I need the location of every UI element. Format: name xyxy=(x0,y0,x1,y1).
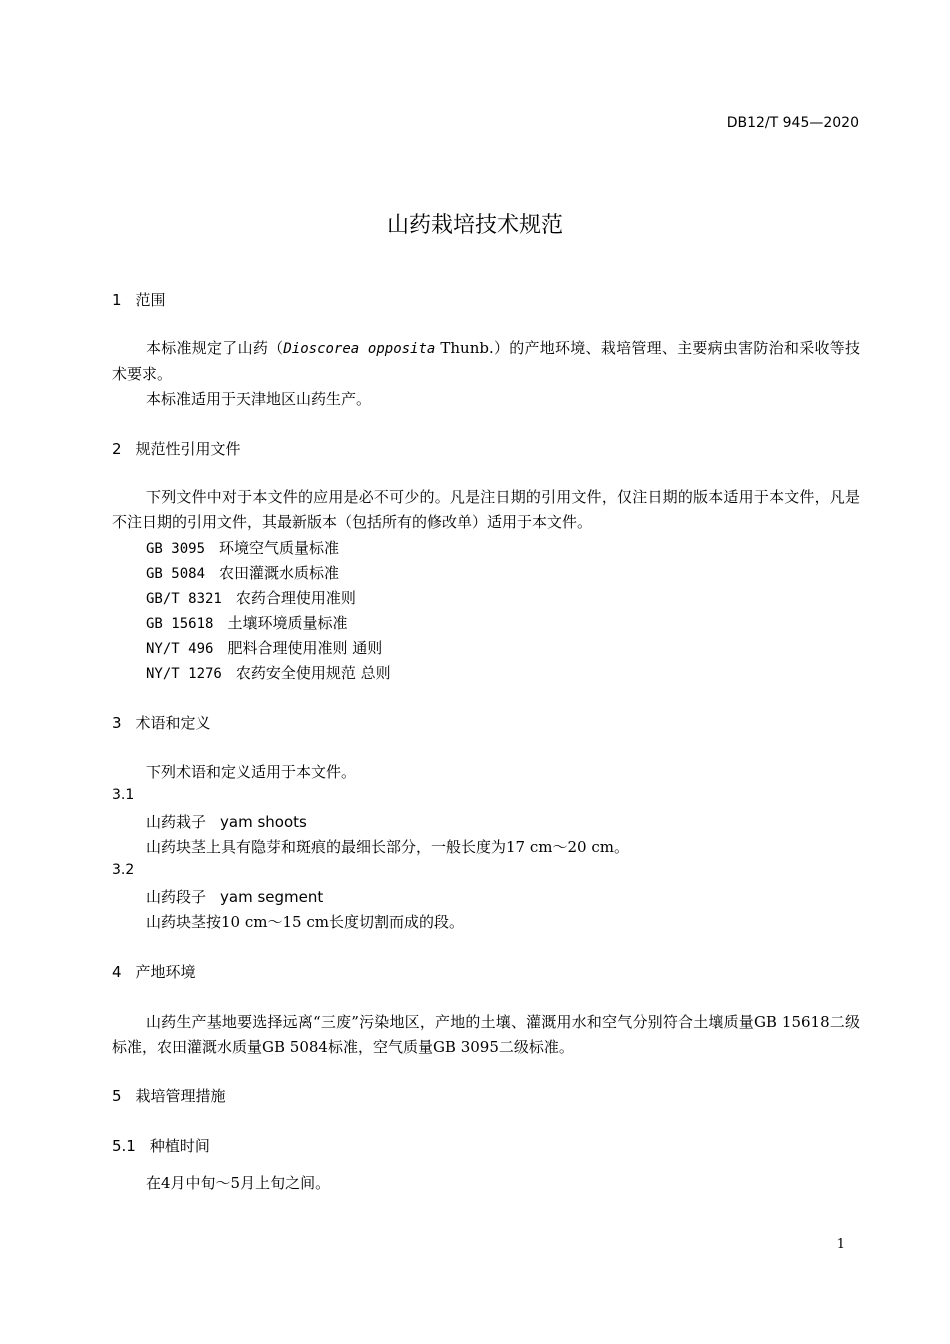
reference-code: GB 15618 xyxy=(146,616,214,632)
term-chinese: 山药段子 xyxy=(146,888,207,906)
reference-item xyxy=(146,587,356,608)
term-title xyxy=(146,811,307,832)
references-intro: 下列文件中对于本文件的应用是必不可少的。凡是注日期的引用文件，仅注日期的版本适用于本文件，凡是不注日期的引用文件，其最新版本（包括所有的修改单）适用于本文件。 xyxy=(112,488,860,531)
reference-item xyxy=(146,612,347,633)
section-number: 5 xyxy=(112,1087,122,1105)
scope-text-post: Thunb.）的产地环境、栽培管理、主要病虫害防治和采收等技术要求。 xyxy=(112,339,860,383)
term-english: yam shoots xyxy=(220,813,307,831)
section-number: 4 xyxy=(112,963,122,981)
subsection-title: 种植时间 xyxy=(149,1137,210,1155)
scope-text-pre: 本标准规定了山药（ xyxy=(146,339,284,357)
scope-applicability: 本标准适用于天津地区山药生产。 xyxy=(146,390,372,408)
section-2-heading xyxy=(112,438,241,459)
term-english: yam segment xyxy=(220,888,324,906)
section-title: 范围 xyxy=(135,291,166,309)
reference-name: 农药合理使用准则 xyxy=(235,589,356,607)
reference-name: 农药安全使用规范 总则 xyxy=(235,664,391,682)
section-number: 2 xyxy=(112,440,122,458)
reference-item xyxy=(146,562,339,583)
term-definition: 山药块茎上具有隐芽和斑痕的最细长部分，一般长度为17 cm～20 cm。 xyxy=(146,838,629,856)
reference-code: NY/T 1276 xyxy=(146,666,222,682)
latin-name: Dioscorea opposita xyxy=(283,341,436,357)
reference-name: 农田灌溉水质标准 xyxy=(219,564,340,582)
term-number: 3.2 xyxy=(112,862,135,878)
section-5-heading xyxy=(112,1085,226,1106)
section-4-heading xyxy=(112,961,196,982)
subsection-5-1-heading xyxy=(112,1135,210,1156)
section-title: 栽培管理措施 xyxy=(135,1087,226,1105)
reference-code: GB 3095 xyxy=(146,541,206,557)
reference-item xyxy=(146,637,382,658)
document-code: DB12/T 945—2020 xyxy=(726,115,859,131)
section-number: 3 xyxy=(112,714,122,732)
term-number: 3.1 xyxy=(112,787,135,803)
reference-code: GB 5084 xyxy=(146,566,206,582)
planting-time-text: 在4月中旬～5月上旬之间。 xyxy=(146,1174,331,1192)
terms-intro: 下列术语和定义适用于本文件。 xyxy=(146,763,357,781)
section-1-heading xyxy=(112,289,166,310)
reference-item xyxy=(146,662,391,683)
reference-code: GB/T 8321 xyxy=(146,591,222,607)
page-title: 山药栽培技术规范 xyxy=(386,213,563,238)
environment-paragraph: 山药生产基地要选择远离“三废”污染地区，产地的土壤、灌溉用水和空气分别符合土壤质量GB 15618二级标准，农田灌溉水质量GB 5084标准，空气质量GB 3095二级标准。 xyxy=(112,1013,860,1056)
reference-name: 土壤环境质量标准 xyxy=(227,614,348,632)
section-title: 产地环境 xyxy=(135,963,196,981)
scope-paragraph xyxy=(112,336,860,387)
reference-name: 环境空气质量标准 xyxy=(219,539,340,557)
reference-code: NY/T 496 xyxy=(146,641,214,657)
reference-name: 肥料合理使用准则 通则 xyxy=(227,639,383,657)
section-3-heading xyxy=(112,712,211,733)
subsection-number: 5.1 xyxy=(112,1137,136,1155)
page-number: 1 xyxy=(836,1237,845,1252)
term-definition: 山药块茎按10 cm～15 cm长度切割而成的段。 xyxy=(146,913,464,931)
term-title xyxy=(146,886,323,907)
reference-item xyxy=(146,537,339,558)
section-number: 1 xyxy=(112,291,122,309)
section-title: 术语和定义 xyxy=(135,714,211,732)
term-chinese: 山药栽子 xyxy=(146,813,207,831)
section-title: 规范性引用文件 xyxy=(135,440,241,458)
